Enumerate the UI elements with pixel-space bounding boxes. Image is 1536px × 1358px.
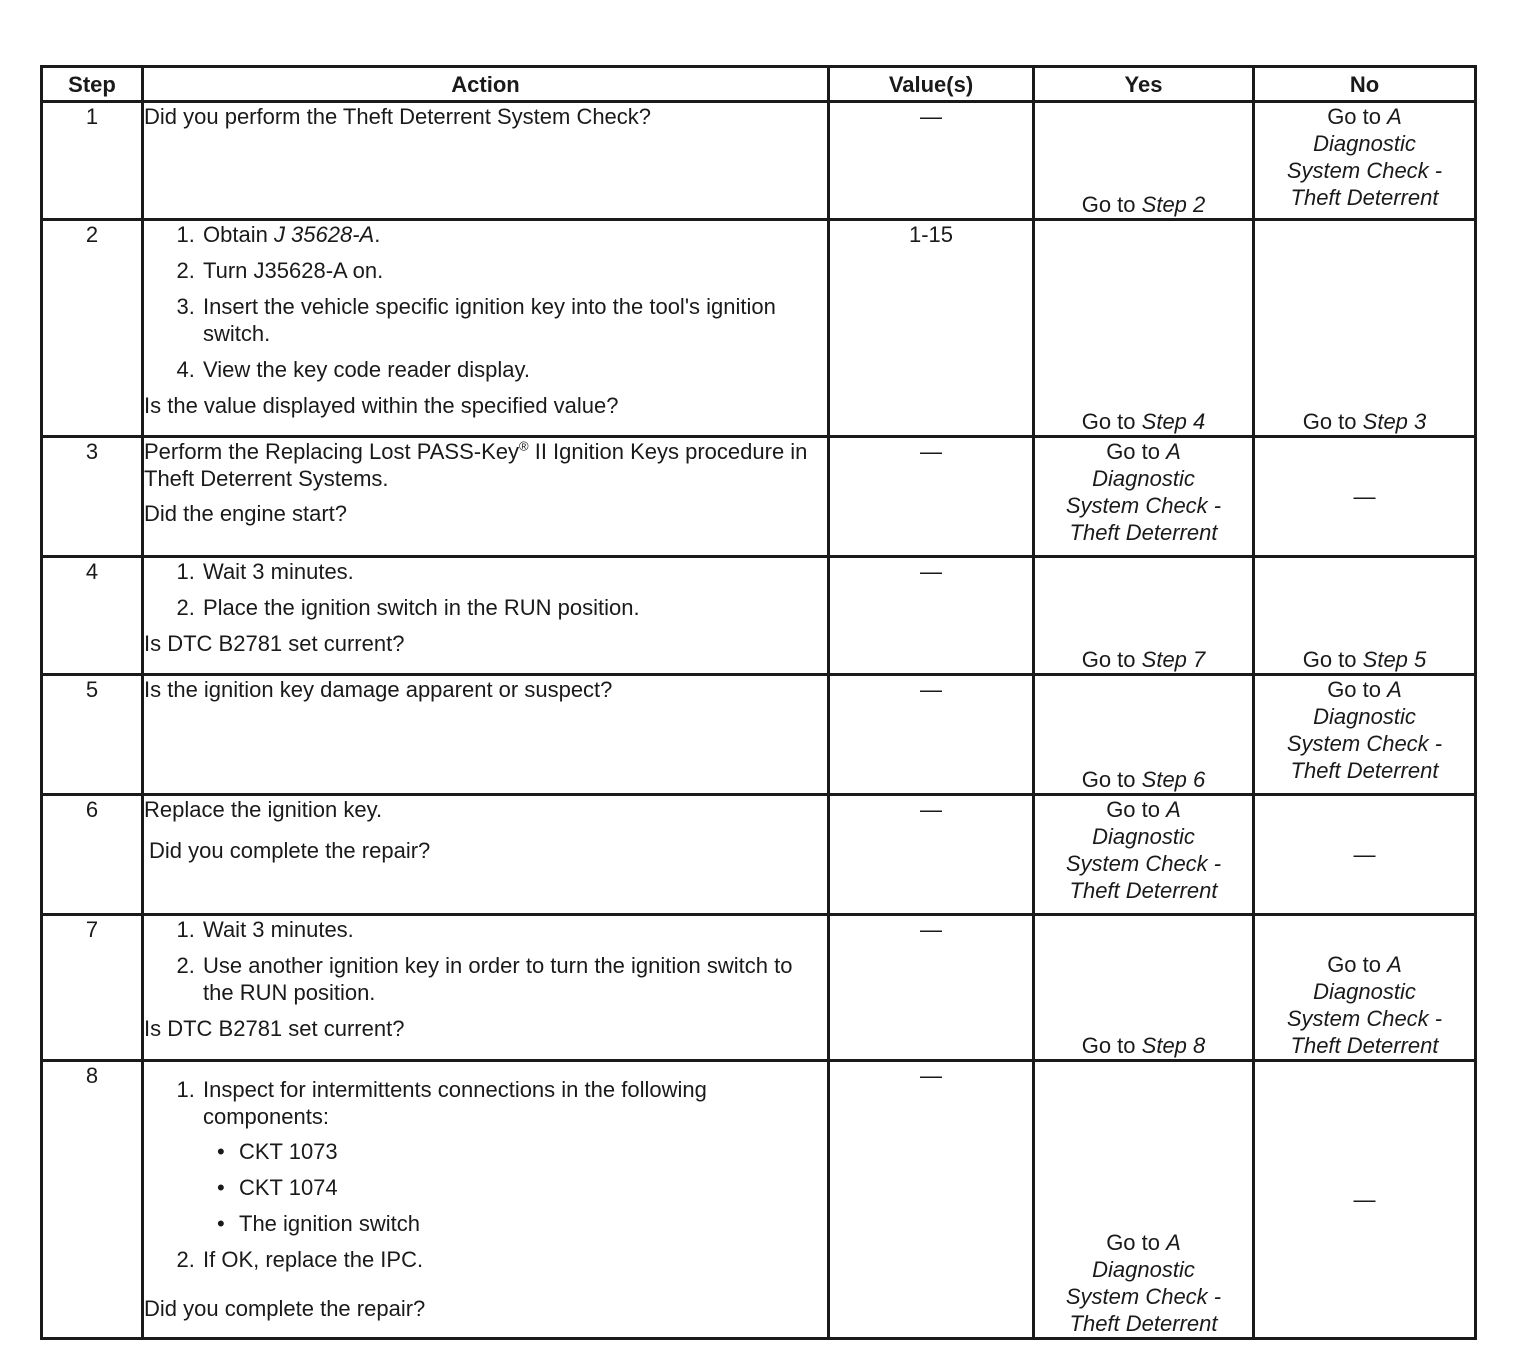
no-cell: Go to Step 5	[1254, 557, 1476, 675]
header-yes: Yes	[1034, 67, 1254, 102]
action-question: Did you complete the repair?	[144, 1296, 426, 1321]
list-item: 4. View the key code reader display.	[201, 356, 827, 383]
value-cell: —	[829, 557, 1034, 675]
action-text: Is the ignition key damage apparent or suspect?	[144, 677, 613, 702]
value-cell: —	[829, 102, 1034, 220]
step-number: 5	[42, 675, 143, 795]
yes-cell: Go to Step 7	[1034, 557, 1254, 675]
step-number: 7	[42, 915, 143, 1061]
action-text: Replace the ignition key.	[144, 797, 383, 822]
list-item: 2. Place the ignition switch in the RUN position.	[201, 594, 827, 621]
table-row	[42, 1061, 1476, 1339]
no-cell: Go to Step 3	[1254, 220, 1476, 437]
list-item: 1. Wait 3 minutes.	[201, 558, 827, 585]
action-question: Is DTC B2781 set current?	[144, 1016, 405, 1041]
yes-cell: Go to Step 8	[1034, 915, 1254, 1061]
list-item: 1. Inspect for intermittents connections in the following components: • CKT 1073 • CKT 1074 • The ignition switch	[201, 1076, 827, 1237]
action-cell	[143, 1061, 829, 1339]
table-row	[42, 437, 1476, 557]
value-cell: —	[829, 1061, 1034, 1339]
action-cell	[143, 675, 829, 795]
goto-step-link[interactable]: Step 3	[1362, 409, 1427, 434]
list-item: 2. If OK, replace the IPC.	[201, 1246, 827, 1273]
value-cell: —	[829, 675, 1034, 795]
no-cell: Go to A Diagnostic System Check - Theft Deterrent	[1254, 675, 1476, 795]
action-cell	[143, 437, 829, 557]
value-cell: —	[829, 795, 1034, 915]
list-item: • CKT 1074	[237, 1174, 827, 1201]
action-text: Did you perform the Theft Deterrent System Check?	[144, 104, 652, 129]
goto-prefix: Go to	[1081, 192, 1136, 217]
action-question: Is the value displayed within the specified value?	[144, 393, 619, 418]
step-number: 3	[42, 437, 143, 557]
list-item: • CKT 1073	[237, 1138, 827, 1165]
table-row	[42, 220, 1476, 437]
yes-cell	[1034, 102, 1254, 220]
table-row	[42, 675, 1476, 795]
goto-diag-link[interactable]: A	[1387, 104, 1402, 129]
goto-diag-link[interactable]: A	[1166, 1230, 1181, 1255]
list-item: 1. Obtain J 35628-A.	[201, 221, 827, 248]
goto-step-link[interactable]: Step 6	[1141, 767, 1206, 792]
goto-step-link[interactable]: Step 2	[1141, 192, 1206, 217]
header-row	[42, 67, 1476, 102]
goto-step-link[interactable]: Step 7	[1141, 647, 1206, 672]
header-action: Action	[143, 67, 829, 102]
yes-cell: Go to A Diagnostic System Check - Theft Deterrent	[1034, 1061, 1254, 1339]
header-step: Step	[42, 67, 143, 102]
no-cell: Go to A Diagnostic System Check - Theft Deterrent	[1254, 102, 1476, 220]
list-item: 2. Turn J35628-A on.	[201, 257, 827, 284]
header-values: Value(s)	[829, 67, 1034, 102]
header-no: No	[1254, 67, 1476, 102]
goto-step-link[interactable]: Step 4	[1141, 409, 1206, 434]
no-cell: Go to A Diagnostic System Check - Theft Deterrent	[1254, 915, 1476, 1061]
action-cell	[143, 795, 829, 915]
yes-cell: Go to Step 6	[1034, 675, 1254, 795]
action-steps-list	[144, 1076, 827, 1273]
value-cell: —	[829, 915, 1034, 1061]
step-number: 8	[42, 1061, 143, 1339]
action-cell	[143, 557, 829, 675]
step-number: 4	[42, 557, 143, 675]
no-cell: —	[1254, 437, 1476, 557]
no-cell: —	[1254, 1061, 1476, 1339]
yes-cell: Go to Step 4	[1034, 220, 1254, 437]
action-steps-list	[144, 916, 827, 1006]
step-number: 2	[42, 220, 143, 437]
action-steps-list	[144, 558, 827, 621]
step-number: 1	[42, 102, 143, 220]
table-row	[42, 557, 1476, 675]
value-cell: 1-15	[829, 220, 1034, 437]
action-cell	[143, 220, 829, 437]
goto-diag-link[interactable]: A	[1387, 952, 1402, 977]
action-question: Is DTC B2781 set current?	[144, 631, 405, 656]
yes-cell: Go to A Diagnostic System Check - Theft Deterrent	[1034, 795, 1254, 915]
action-steps-list	[144, 221, 827, 383]
diagnostic-table	[40, 65, 1477, 1340]
action-cell	[143, 915, 829, 1061]
list-item: 1. Wait 3 minutes.	[201, 916, 827, 943]
goto-step-link[interactable]: Step 8	[1141, 1033, 1206, 1058]
no-cell: —	[1254, 795, 1476, 915]
action-question: Did the engine start?	[144, 501, 348, 526]
action-question: Did you complete the repair?	[149, 838, 431, 863]
value-cell: —	[829, 437, 1034, 557]
yes-cell: Go to A Diagnostic System Check - Theft Deterrent	[1034, 437, 1254, 557]
step-number: 6	[42, 795, 143, 915]
list-item: • The ignition switch	[237, 1210, 827, 1237]
goto-diag-link[interactable]: A	[1166, 439, 1181, 464]
components-list	[203, 1138, 827, 1237]
goto-diag-link[interactable]: A	[1387, 677, 1402, 702]
list-item: 3. Insert the vehicle specific ignition key into the tool's ignition switch.	[201, 293, 827, 347]
action-cell	[143, 102, 829, 220]
action-text: Perform the Replacing Lost PASS-Key® II Ignition Keys procedure in Theft Deterrent Systems.	[144, 438, 808, 491]
goto-diag-link[interactable]: A	[1166, 797, 1181, 822]
goto-step-link[interactable]: Step 5	[1362, 647, 1427, 672]
table-row	[42, 102, 1476, 220]
list-item: 2. Use another ignition key in order to turn the ignition switch to the RUN position.	[201, 952, 827, 1006]
table-row	[42, 795, 1476, 915]
table-row	[42, 915, 1476, 1061]
